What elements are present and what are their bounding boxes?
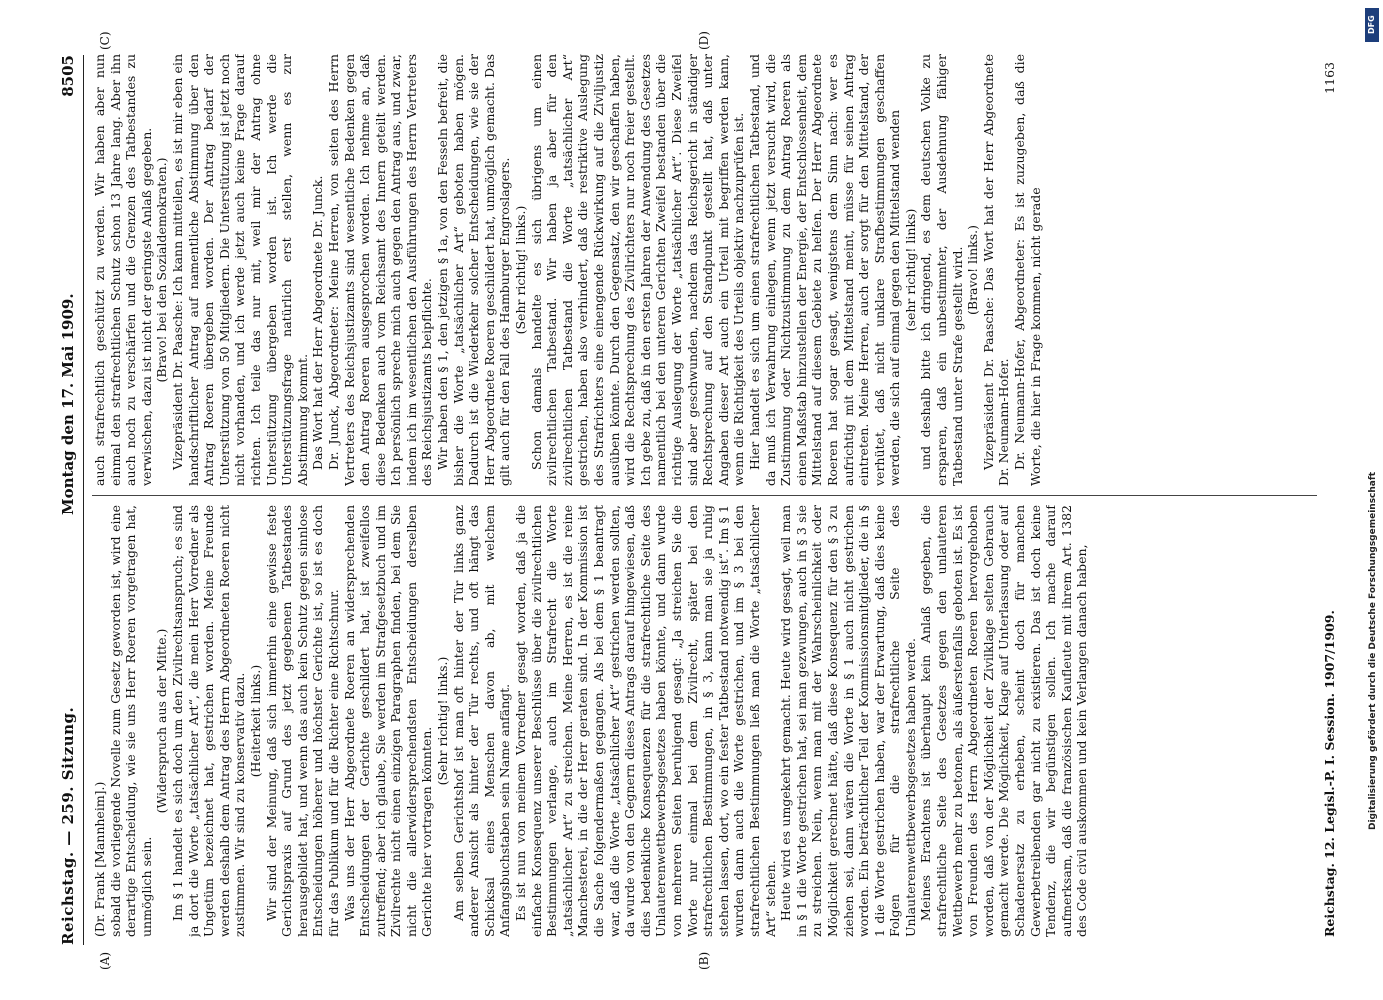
left-column	[92, 505, 1322, 937]
paragraph: Vizepräsident Dr. Paasche: Ich kann mitteilen, es ist mir eben ein handschriftlicher Antrag auf namentliche Abstimmung über den Antrag Roeren übergeben worden. Der Antrag bedarf der Unterstützung von 50 Mitgliedern. Die Unterstützung ist jetzt noch nicht vorhanden, und ich werde jetzt auch keine Frage darauf richten. Ich teile das nur mit, weil mir der Antrag ohne Unterstützung übergeben worden ist. Ich werde die Unterstützungsfrage natürlich erst stellen, wenn es zur Abstimmung kommt.	[169, 54, 310, 486]
right-column	[92, 54, 1322, 486]
paragraph: Vizepräsident Dr. Paasche: Das Wort hat der Herr Abgeordnete Dr. Neumann-Hofer.	[980, 54, 1012, 486]
margin-mark-b: (B)	[697, 951, 711, 970]
header-page-number: 8505	[59, 55, 77, 97]
paragraph: Dr. Junck, Abgeordneter: Meine Herren, von seiten des Herrn Vertreters des Reichsjustizamts sind wesentliche Bedenken gegen den Antrag Roeren ausgesprochen worden. Ich nehme an, daß diese Bedenken auch vom Reichsamt des Innern geteilt werden. Ich persönlich spreche mich auch gegen den Antrag aus, und zwar, indem ich im wesentlichen den Ausführungen des Herrn Vertreters des Reichsjustizamts beipflichte.	[325, 54, 435, 486]
paragraph: Das Wort hat der Herr Abgeordnete Dr. Junck.	[310, 175, 326, 470]
page-code: 1163	[1322, 62, 1337, 94]
paragraph: Hier handelt es sich um einen strafrechtlichen Tatbestand, und da muß ich Verwahrung einlegen, wenn jetzt versucht wird, die Zustimmung oder Nichtzustimmung zu dem Antrag Roeren als einen Maßstab hinzustellen der Energie, der Entschlossenheit, dem Mittelstand auf diesem Gebiete zu helfen. Der Herr Abgeordnete Roeren hat sogar gesagt, wenigstens dem Sinn nach: wer es aufrichtig mit dem Mittelstand meint, müsse für seinen Antrag eintreten. Meine Herren, auch der sorgt für den Mittelstand, der verhütet, daß nicht unklare Strafbestimmungen geschaffen werden, die sich auf einmal gegen den Mittelstand wenden	[746, 54, 903, 486]
paragraph: Im § 1 handelt es sich doch um den Zivilrechtsanspruch; es sind ja dort die Worte „tatsächlicher Art“, die mein Herr Vorredner als Ungetüm bezeichnet hat, gestrichen worden. Meine Freunde werden deshalb dem Antrag des Herrn Abgeordneten Roeren nicht zustimmen. Wir sind zu konservativ dazu.	[169, 505, 248, 937]
page-header	[55, 55, 85, 945]
interjection: (sehr richtig! links)	[902, 208, 918, 332]
paragraph: auch strafrechtlich geschützt zu werden. Wir haben aber nun einmal den strafrechtlichen Schutz schon 13 Jahre lang. Aber ihn auch noch zu verschärfen und die Grenzen des Tatbestandes zu verwischen, dazu ist nicht der geringste Anlaß gegeben.	[92, 54, 154, 486]
dfg-logo-icon: DFG	[1365, 8, 1379, 42]
paragraph: Wir sind der Meinung, daß sich immerhin eine gewisse feste Gerichtspraxis auf Grund des jetzt gegebenen Tatbestandes herausgebildet hat, und wenn das auch kein Schutz gegen sinnlose Entscheidungen höherer und höchster Gerichte ist, so ist es doch für das Publikum und für die Richter eine Richtschnur.	[263, 505, 341, 937]
dfg-sidebar	[1362, 0, 1383, 1000]
header-date: Montag den 17. Mai 1909.	[59, 293, 77, 515]
header-session: Reichstag. — 259. Sitzung.	[59, 706, 77, 945]
interjection: (Sehr richtig! links.)	[513, 205, 529, 335]
paragraph: Was uns der Herr Abgeordnete Roeren an widersprechenden Entscheidungen der Gerichte geschildert hat, ist zweifellos zutreffend; aber ich glaube, Sie werden im Strafgesetzbuch und im Zivilrechte nicht einen einzigen Paragraphen finden, bei dem Sie nicht die allerwidersprechendsten Entscheidungen derselben Gerichte hier vortragen könnten.	[341, 505, 435, 937]
paragraph: sobald die vorliegende Novelle zum Gesetz geworden ist, wird eine derartige Entscheidung, wie sie uns Herr Roeren vorgetragen hat, unmöglich sein.	[107, 505, 154, 937]
interjection: (Bravo! links.)	[965, 225, 981, 315]
paragraph: Meines Erachtens ist überhaupt kein Anlaß gegeben, die strafrechtliche Seite des Gesetzes gegen den unlauteren Wettbewerb mehr zu betonen, als äußerstenfalls geboten ist. Es ist von Freunden des Herrn Abgeordneten Roeren hervorgehoben worden, daß von der Möglichkeit der Zivilklage selten Gebrauch gemacht werde. Die Möglichkeit, Klage auf Unterlassung oder auf Schadenersatz zu erheben, scheint doch für manchen Gewerbetreibenden gar nicht zu existieren. Das ist doch keine Tendenz, die wir begünstigen sollen. Ich mache darauf aufmerksam, daß die französischen Kaufleute mit ihrem Art. 1382 des Code civil auskommen und kein Verlangen danach haben,	[918, 505, 1090, 937]
margin-mark-c: (C)	[98, 31, 112, 50]
paragraph: Dr. Neumann-Hofer, Abgeordneter: Es ist zuzugeben, daß die Worte, die hier in Frage kommen, nicht gerade	[1012, 54, 1043, 486]
speaker-reference: (Dr. Frank [Mannheim].)	[92, 781, 107, 937]
paragraph: und deshalb bitte ich dringend, es dem deutschen Volke zu ersparen, daß ein unbestimmter, der Ausdehnung fähiger Tatbestand unter Strafe gestellt wird.	[918, 54, 965, 486]
dfg-notice: Digitalisierung gefördert durch die Deutsche Forschungsgemeinschaft	[1368, 471, 1378, 830]
paragraph: Wir haben den § 1, den jetzigen § 1a, von den Fesseln befreit, die bisher die Worte „tatsächlicher Art“ geboten haben mögen. Dadurch ist die Wiederkehr solcher Entscheidungen, wie sie der Herr Abgeordnete Roeren geschildert hat, unmöglich gemacht. Das gilt auch für den Fall des Hamburger Engroslagers.	[435, 54, 513, 486]
paragraph: Schon damals handelte es sich übrigens um einen zivilrechtlichen Tatbestand. Wir haben ja aber für den zivilrechtlichen Tatbestand die Worte „tatsächlicher Art“ gestrichen, haben also verhindert, daß die restriktive Auslegung des Strafrichters eine einengende Rückwirkung auf die Ziviljustiz ausüben könnte. Durch den Gegensatz, den wir geschaffen haben, wird die Rechtsprechung des Zivilrichters nur noch freier gestellt. Ich gebe zu, daß in den ersten Jahren der Anwendung des Gesetzes namentlich bei den unteren Gerichten Zweifel bestanden über die richtige Auslegung der Worte „tatsächlicher Art“. Diese Zweifel sind aber geschwunden, nachdem das Reichsgericht in ständiger Rechtsprechung auf den Standpunkt gestellt hat, daß unter Angaben dieser Art auch ein Urteil mit begriffen werden kann, wenn die Richtigkeit des Urteils objektiv nachzuprüfen ist.	[528, 54, 747, 486]
column-divider	[92, 495, 1317, 496]
margin-mark-a: (A)	[98, 951, 112, 970]
interjection: (Sehr richtig! links.)	[435, 656, 451, 786]
interjection: (Bravo! bei den Sozialdemokraten.)	[154, 157, 170, 383]
paragraph: Heute wird es umgekehrt gemacht. Heute wird gesagt, weil man in § 1 die Worte gestrichen hat, sei man gezwungen, auch in § 3 sie zu streichen. Nein, wenn man mit der Wahrscheinlichkeit oder Möglichkeit gerechnet hätte, daß diese Konsequenz für den § 3 zu ziehen sei, dann wären die Worte in § 1 auch nicht gestrichen worden. Ein beträchtlicher Teil der Kommissionsmitglieder, die in § 1 die Worte gestrichen haben, war der Erwartung, daß dies keine Folgen für die strafrechtliche Seite des Unlauterenwettbewerbsgesetzes haben werde.	[778, 505, 918, 937]
paragraph: Am selben Gerichtshof ist man oft hinter der Tür links ganz anderer Ansicht als hinter der Tür rechts, und oft hängt das Schicksal eines Menschen davon ab, mit welchem Anfangsbuchstaben sein Name anfängt.	[450, 505, 513, 937]
page-footer: Reichstag. 12. Legisl.-P. I. Session. 1907/1909.	[1322, 610, 1337, 937]
interjection: (Widerspruch aus der Mitte.)	[154, 628, 170, 814]
margin-mark-d: (D)	[697, 31, 711, 50]
header-rule	[83, 55, 84, 945]
interjection: (Heiterkeit links.)	[247, 664, 263, 778]
paragraph: Es ist nun von meinem Vorredner gesagt worden, daß ja die einfache Konsequenz unserer Beschlüsse über die zivilrechtlichen Bestimmungen verlange, auch im Strafrecht die Worte „tatsächlicher Art“ zu streichen. Meine Herren, es ist die reine Manchesterei, in die der Herr geraten sind. In der Kommission ist die Sache folgendermaßen gegangen. Als bei dem § 1 beantragt war, daß die Worte „tatsächlicher Art“ gestrichen werden sollten, da wurde von den Gegnern dieses Antrags darauf hingewiesen, daß dies bedenkliche Konsequenzen für die strafrechtliche Seite des Unlauterenwettbewerbsgesetzes haben könnte, und dann wurde von mehreren Seiten beruhigend gesagt: „Ja streichen Sie die Worte nur einmal bei dem Zivilrecht, später bei den strafrechtlichen Bestimmungen, in § 3, kann man sie ja ruhig stehen lassen, dort, wo ein fester Tatbestand notwendig ist“. Im § 1 wurden dann auch die Worte gestrichen, und im § 3 bei den strafrechtlichen Bestimmungen ließ man die Worte „tatsächlicher Art“ stehen.	[513, 505, 778, 937]
